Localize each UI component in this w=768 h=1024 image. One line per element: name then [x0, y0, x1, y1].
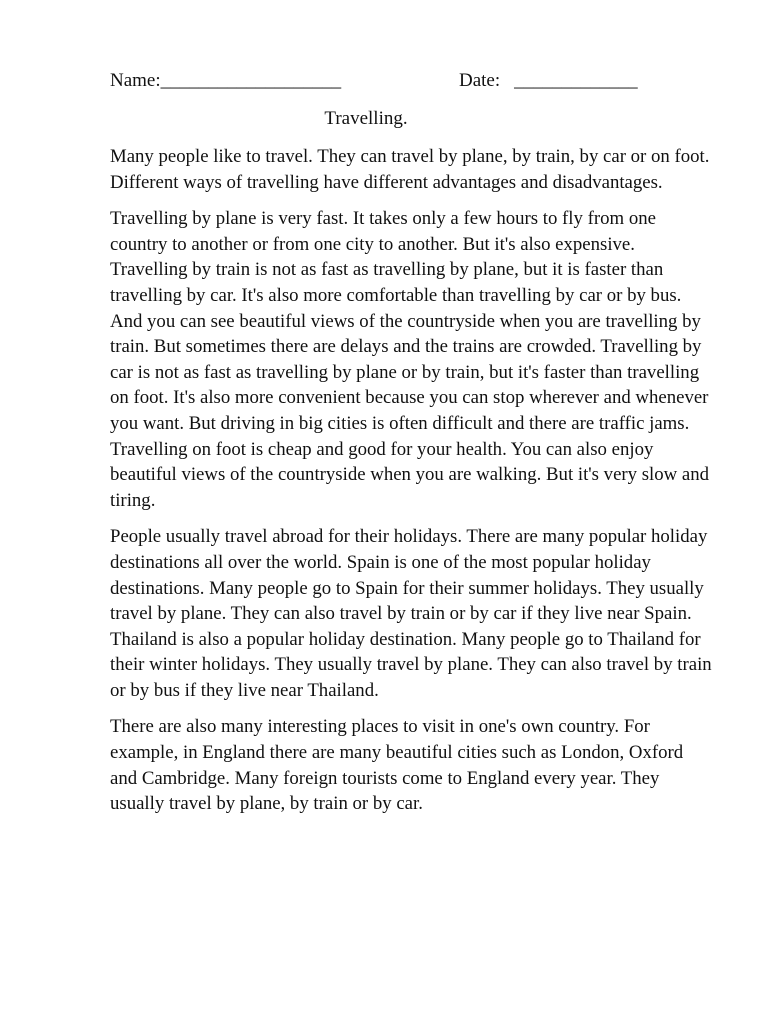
header-line [110, 68, 670, 94]
date-field [459, 68, 638, 94]
reading-text [110, 144, 714, 828]
paragraph-holidays: People usually travel abroad for their holidays. There are many popular holiday destinations all over the world. Spain is one of the most popular holiday destinations. Many people go to Spain for their summer holidays. They usually travel by plane. They can also travel by train or by car if they live near Spain. Thailand is also a popular holiday destination. Many people go to Thailand for their winter holidays. They usually travel by plane. They can also travel by train or by bus if they live near Thailand. [110, 526, 712, 701]
name-field-label: Name:___________________ [110, 70, 342, 91]
date-field-label: Date: [459, 70, 501, 91]
date-field-blank: _____________ [514, 70, 638, 91]
page-title: Travelling. [324, 108, 408, 129]
paragraph-own-country: There are also many interesting places to visit in one's own country. For example, in England there are many beautiful cities such as London, Oxford and Cambridge. Many foreign tourists come to England every year. They usually travel by plane, by train or by car. [110, 716, 684, 815]
paragraph-transport: Travelling by plane is very fast. It takes only a few hours to fly from one country to another or from one city to another. But it's also expensive. Travelling by train is not as fast as travelling by plane, but it is faster than travelling by car. It's also more comfortable than travelling by car or by bus. And you can see beautiful views of the countryside when you are travelling by train. But sometimes there are delays and the trains are crowded. Travelling by car is not as fast as travelling by plane or by train, but it's faster than travelling on foot. It's also more convenient because you can stop wherever and whenever you want. But driving in big cities is often difficult and there are traffic jams. Travelling on foot is cheap and good for your health. You can also enjoy beautiful views of the countryside when you are walking. But it's very slow and tiring. [110, 208, 710, 511]
paragraph-intro: Many people like to travel. They can travel by plane, by train, by car or on foot. Different ways of travelling have different advantages and disadvantages. [110, 146, 710, 193]
